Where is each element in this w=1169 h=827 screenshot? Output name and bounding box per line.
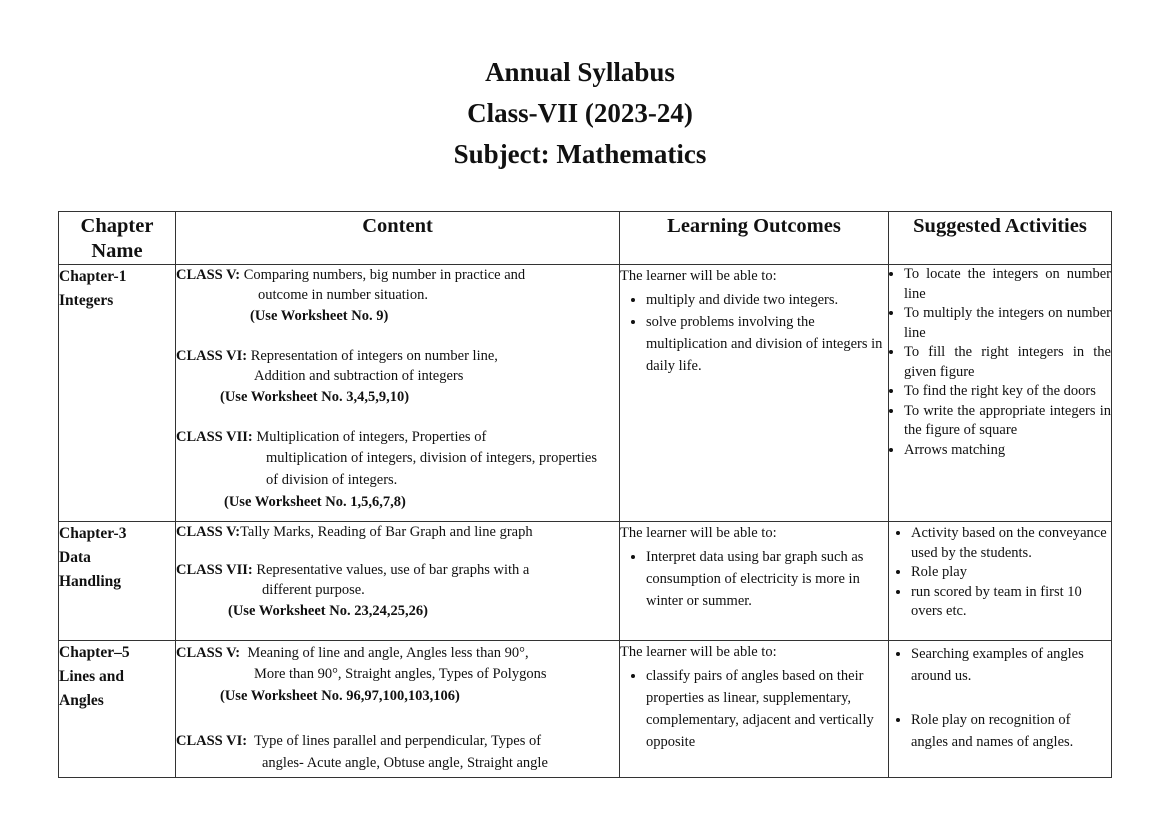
learning-outcomes-cell [620,265,889,522]
activities-list-continued [889,709,1111,753]
suggested-activities-cell [889,522,1112,641]
title-line-3: Subject: Mathematics [453,139,707,169]
class-label: CLASS VI: [176,733,248,749]
chapter-name-cell [59,265,176,522]
content-text: Tally Marks, Reading of Bar Graph and line graph [240,524,533,540]
outcomes-intro: The learner will be able to: [620,268,777,284]
content-block-class-vi [176,346,619,407]
activity-item: • To multiply the integers on number line [904,304,1111,343]
class-label: CLASS VII: [176,429,253,445]
worksheet-reference: (Use Worksheet No. 3,4,5,9,10) [220,389,410,405]
content-block-class-v [176,265,619,326]
header-learning-outcomes: Learning Outcomes [620,212,889,265]
document-title-block [0,52,1160,175]
learning-outcomes-cell [620,522,889,641]
content-text-continued: outcome in number situation. [258,287,428,303]
content-text-continued: angles- Acute angle, Obtuse angle, Straight angle [262,755,548,771]
content-cell [176,641,620,778]
outcome-item: • solve problems involving the multiplication and division of integers in daily life. [646,311,888,377]
chapter-name-cell [59,522,176,641]
outcomes-intro: The learner will be able to: [620,644,777,660]
content-block-class-vii [176,560,619,621]
activity-item: • Searching examples of angles around us. [911,643,1111,687]
syllabus-table [58,211,1112,778]
title-line-2: Class-VII (2023-24) [467,98,693,128]
activity-item: • To locate the integers on number line [904,265,1111,304]
worksheet-reference: (Use Worksheet No. 1,5,6,7,8) [224,494,406,510]
activity-item: • Role play [911,563,1111,583]
content-block-class-vii [176,427,619,512]
activities-list [889,524,1111,622]
chapter-name: Chapter–5 Lines and Angles [59,644,130,709]
outcomes-list [620,665,888,753]
activity-item: • To write the appropriate integers in the figure of square [904,402,1111,441]
activity-item: • Role play on recognition of angles and names of angles. [911,709,1111,753]
content-text-continued: More than 90°, Straight angles, Types of Polygons [254,666,547,682]
content-text: Representation of integers on number line, [250,348,498,364]
content-block-class-v [176,643,619,706]
activity-item: • To fill the right integers in the given figure [904,343,1111,382]
header-content: Content [176,212,620,265]
content-block-class-v [176,522,619,542]
content-text: Representative values, use of bar graphs with a [256,562,530,578]
class-label: CLASS V: [176,267,241,283]
content-block-class-vi [176,730,619,774]
chapter-name-cell [59,641,176,778]
learning-outcomes-cell [620,641,889,778]
suggested-activities-cell [889,265,1112,522]
activities-list [889,265,1111,460]
activities-list [889,643,1111,687]
content-text: Meaning of line and angle, Angles less than 90°, [247,645,529,661]
worksheet-reference: (Use Worksheet No. 23,24,25,26) [228,603,428,619]
outcome-item: • classify pairs of angles based on their properties as linear, supplementary, complementary, adjacent and vertically opposite [646,665,888,753]
content-cell [176,265,620,522]
activity-item: • To find the right key of the doors [904,382,1111,402]
header-suggested-activities: Suggested Activities [889,212,1112,265]
outcome-item: • multiply and divide two integers. [646,289,888,311]
worksheet-reference: (Use Worksheet No. 96,97,100,103,106) [220,688,460,704]
class-label: CLASS V: [176,645,241,661]
content-text-continued: multiplication of integers, division of integers, properties of division of integers. [266,450,598,488]
outcome-item: • Interpret data using bar graph such as consumption of electricity is more in winter or summer. [646,546,888,612]
header-chapter-name: Chapter Name [59,212,176,265]
activity-item: • Arrows matching [904,441,1111,461]
table-header-row [59,212,1112,265]
class-label: CLASS VII: [176,562,253,578]
content-text-continued: different purpose. [262,582,365,598]
suggested-activities-cell [889,641,1112,778]
activity-item: • run scored by team in first 10 overs etc. [911,583,1111,622]
outcomes-list [620,289,888,377]
table-row [59,641,1112,778]
outcomes-intro: The learner will be able to: [620,525,777,541]
class-label: CLASS V: [176,524,241,540]
content-text: Multiplication of integers, Properties of [256,429,487,445]
chapter-name: Chapter-1 Integers [59,268,127,309]
title-line-1: Annual Syllabus [485,57,675,87]
outcomes-list [620,546,888,612]
content-text: Comparing numbers, big number in practice and [243,267,526,283]
table-row [59,265,1112,522]
worksheet-reference: (Use Worksheet No. 9) [250,308,389,324]
table-row [59,522,1112,641]
class-label: CLASS VI: [176,348,248,364]
content-cell [176,522,620,641]
activity-item: • Activity based on the conveyance used by the students. [911,524,1111,563]
chapter-name: Chapter-3 Data Handling [59,525,127,590]
content-text: Type of lines parallel and perpendicular, Types of [254,733,542,749]
content-text-continued: Addition and subtraction of integers [254,368,464,384]
